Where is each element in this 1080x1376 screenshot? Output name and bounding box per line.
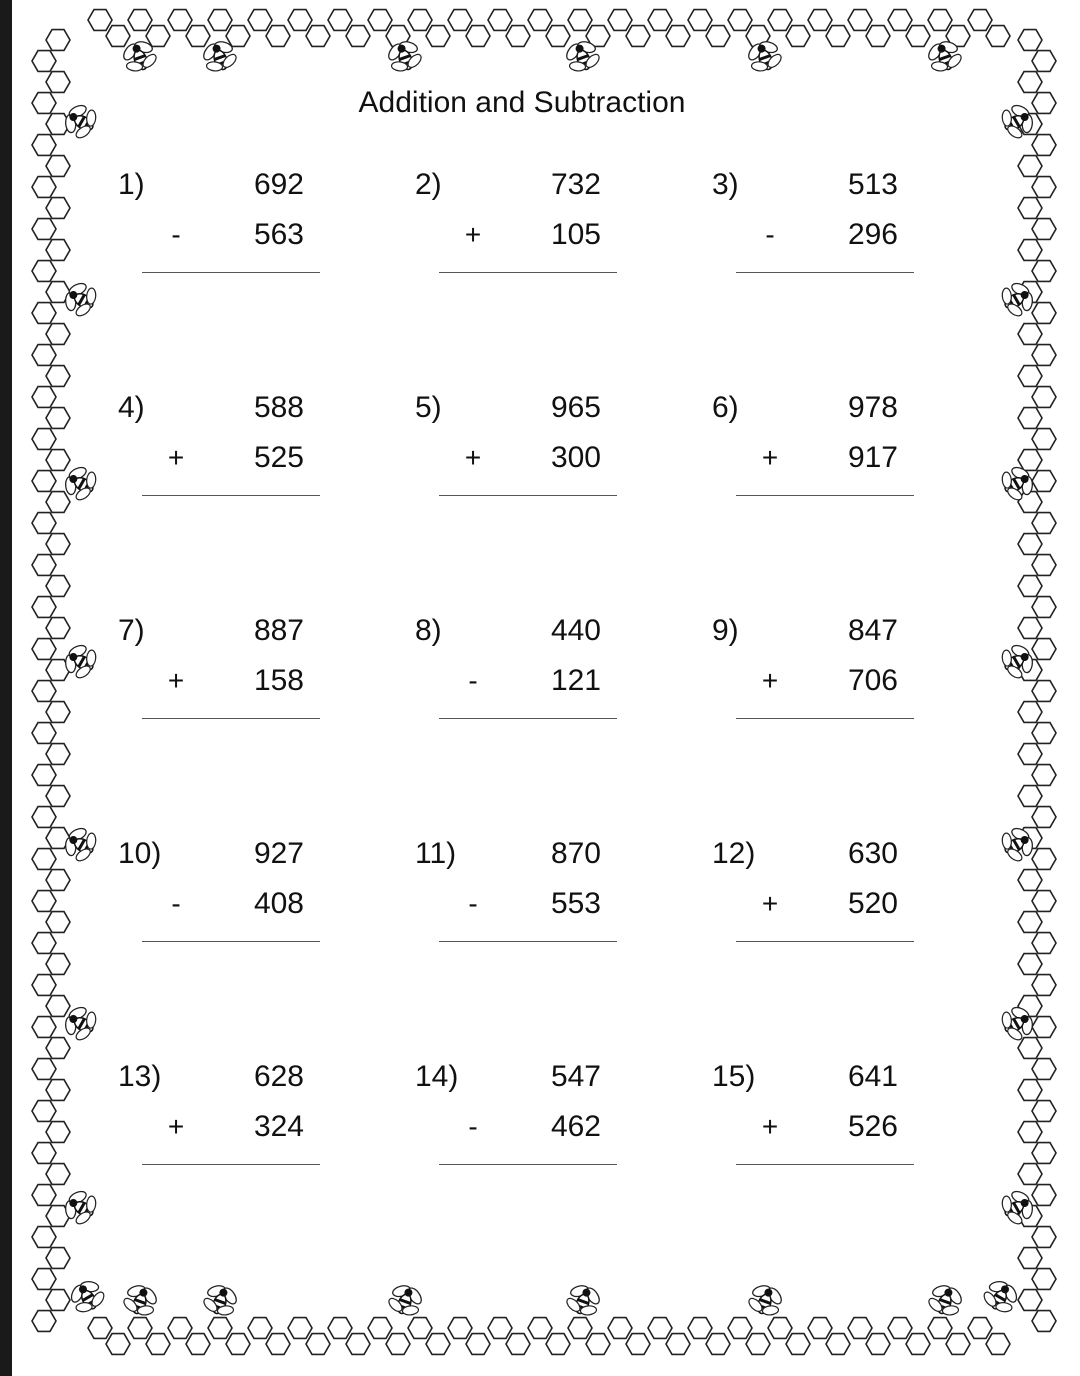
hexagon-cell <box>506 1334 530 1355</box>
answer-line <box>736 272 914 273</box>
hexagon-cell <box>706 26 730 47</box>
bottom-operand: 520 <box>847 887 898 920</box>
problem-number: 15) <box>712 1060 756 1093</box>
hexagon-cell <box>248 1318 272 1339</box>
hexagon-cell <box>968 10 992 31</box>
hexagon-cell <box>306 26 330 47</box>
hexagon-cell <box>1018 450 1042 471</box>
hexagon-cell <box>848 10 872 31</box>
hexagon-cell <box>688 10 712 31</box>
bottom-operand: 296 <box>847 218 898 251</box>
hexagon-cell <box>32 1185 56 1206</box>
hexagon-cell <box>46 534 70 555</box>
hexagon-cell <box>266 26 290 47</box>
hexagon-cell <box>32 597 56 618</box>
hexagon-cell <box>1018 576 1042 597</box>
hexagon-cell <box>408 10 432 31</box>
hexagon-cell <box>426 26 450 47</box>
hexagon-cell <box>746 1334 770 1355</box>
problem-number: 11) <box>415 837 457 870</box>
answer-line <box>736 495 914 496</box>
hexagon-cell <box>488 1318 512 1339</box>
hexagon-cell <box>1032 387 1056 408</box>
hexagon-cell <box>386 1334 410 1355</box>
hexagon-cell <box>1032 1269 1056 1290</box>
hexagon-cell <box>1018 1038 1042 1059</box>
hexagon-cell <box>186 26 210 47</box>
problem-13 <box>118 1060 318 1170</box>
hexagon-cell <box>426 1334 450 1355</box>
hexagon-cell <box>546 26 570 47</box>
hexagon-cell <box>46 1080 70 1101</box>
bee-icon <box>562 1279 605 1321</box>
hexagon-cell <box>1032 723 1056 744</box>
hexagon-cell <box>1032 555 1056 576</box>
hexagon-cell <box>106 1334 130 1355</box>
hexagon-cell <box>226 1334 250 1355</box>
hexagon-cell <box>32 1227 56 1248</box>
bottom-operand: 462 <box>550 1110 601 1143</box>
hexagon-cell <box>666 1334 690 1355</box>
hexagon-cell <box>1032 597 1056 618</box>
bottom-operand: 917 <box>847 441 898 474</box>
hexagon-cell <box>1032 345 1056 366</box>
hexagon-cell <box>1032 177 1056 198</box>
bottom-operand: 105 <box>550 218 601 251</box>
problem-14 <box>415 1060 615 1170</box>
hexagon-cell <box>466 26 490 47</box>
hexagon-cell <box>32 429 56 450</box>
hexagon-cell <box>32 51 56 72</box>
hexagon-cell <box>448 10 472 31</box>
hexagon-cell <box>568 1318 592 1339</box>
hexagon-cell <box>1032 1059 1056 1080</box>
hexagon-cell <box>1018 30 1042 51</box>
hexagon-cell <box>866 26 890 47</box>
problem-number: 14) <box>415 1060 459 1093</box>
top-operand: 847 <box>847 614 898 647</box>
hexagon-cell <box>1032 51 1056 72</box>
hexagon-cell <box>1018 870 1042 891</box>
bottom-operand: 300 <box>550 441 601 474</box>
problem-11 <box>415 837 615 947</box>
hexagon-cell <box>46 702 70 723</box>
bee-icon <box>744 1279 787 1321</box>
operator-sign: + <box>761 442 779 473</box>
bottom-operand: 526 <box>847 1110 898 1143</box>
top-operand: 870 <box>550 837 601 870</box>
hexagon-cell <box>32 303 56 324</box>
problem-number: 3) <box>712 168 739 201</box>
hexagon-cell <box>1018 1122 1042 1143</box>
hexagon-cell <box>546 1334 570 1355</box>
top-operand: 927 <box>253 837 304 870</box>
hexagon-cell <box>888 10 912 31</box>
hexagon-cell <box>506 26 530 47</box>
hexagon-cell <box>986 26 1010 47</box>
hexagon-cell <box>586 1334 610 1355</box>
problem-number: 12) <box>712 837 756 870</box>
hexagon-cell <box>1032 219 1056 240</box>
hexagon-cell <box>648 1318 672 1339</box>
top-operand: 547 <box>550 1060 601 1093</box>
top-operand: 513 <box>847 168 898 201</box>
hexagon-cell <box>46 450 70 471</box>
hexagon-cell <box>1032 1017 1056 1038</box>
hexagon-cell <box>928 10 952 31</box>
problem-number: 6) <box>712 391 739 424</box>
operator-sign: + <box>464 442 482 473</box>
hexagon-cell <box>706 1334 730 1355</box>
hexagon-cell <box>46 996 70 1017</box>
operator-sign: + <box>761 665 779 696</box>
hexagon-cell <box>928 1318 952 1339</box>
hexagon-cell <box>46 324 70 345</box>
operator-sign: - <box>468 1111 478 1142</box>
hexagon-cell <box>346 26 370 47</box>
hexagon-cell <box>1018 408 1042 429</box>
bottom-operand: 408 <box>253 887 304 920</box>
hexagon-cell <box>1018 534 1042 555</box>
hexagon-cell <box>46 1038 70 1059</box>
hexagon-cell <box>32 891 56 912</box>
hexagon-cell <box>32 219 56 240</box>
hexagon-cell <box>1032 639 1056 660</box>
hexagon-cell <box>306 1334 330 1355</box>
top-operand: 978 <box>847 391 898 424</box>
hexagon-cell <box>1032 933 1056 954</box>
hexagon-cell <box>608 10 632 31</box>
answer-line <box>439 941 617 942</box>
hexagon-cell <box>208 1318 232 1339</box>
hexagon-cell <box>1032 429 1056 450</box>
hexagon-cell <box>32 765 56 786</box>
problem-number: 13) <box>118 1060 162 1093</box>
hexagon-cell <box>768 10 792 31</box>
hexagon-cell <box>986 1334 1010 1355</box>
hexagon-cell <box>1018 744 1042 765</box>
hexagon-cell <box>946 1334 970 1355</box>
operator-sign: - <box>171 219 181 250</box>
hexagon-cell <box>1018 240 1042 261</box>
problem-number: 2) <box>415 168 442 201</box>
hexagon-cell <box>1032 891 1056 912</box>
operator-sign: + <box>167 665 185 696</box>
hexagon-cell <box>768 1318 792 1339</box>
hexagon-cell <box>608 1318 632 1339</box>
bee-icon <box>119 1279 162 1321</box>
answer-line <box>736 718 914 719</box>
problem-6 <box>712 391 912 501</box>
hexagon-cell <box>808 10 832 31</box>
hexagon-cell <box>466 1334 490 1355</box>
hexagon-cell <box>1032 1185 1056 1206</box>
operator-sign: - <box>468 888 478 919</box>
answer-line <box>736 1164 914 1165</box>
hexagon-cell <box>46 870 70 891</box>
hexagon-cell <box>32 1311 56 1332</box>
hexagon-cell <box>906 26 930 47</box>
hexagon-cell <box>528 1318 552 1339</box>
answer-line <box>439 272 617 273</box>
hexagon-cell <box>906 1334 930 1355</box>
hexagon-cell <box>288 1318 312 1339</box>
hexagon-cell <box>1032 261 1056 282</box>
hexagon-cell <box>528 10 552 31</box>
answer-line <box>439 495 617 496</box>
top-operand: 440 <box>550 614 601 647</box>
answer-line <box>142 718 320 719</box>
hexagon-cell <box>88 10 112 31</box>
bee-icon <box>64 1274 110 1319</box>
operator-sign: + <box>167 442 185 473</box>
bottom-operand: 525 <box>253 441 304 474</box>
hexagon-cell <box>266 1334 290 1355</box>
hexagon-cell <box>226 26 250 47</box>
hexagon-cell <box>46 576 70 597</box>
top-operand: 628 <box>253 1060 304 1093</box>
hexagon-cell <box>1018 198 1042 219</box>
problem-number: 5) <box>415 391 442 424</box>
hexagon-cell <box>626 26 650 47</box>
hexagon-cell <box>1032 1143 1056 1164</box>
hexagon-cell <box>368 10 392 31</box>
hexagon-cell <box>32 513 56 534</box>
operator-sign: + <box>167 1111 185 1142</box>
hexagon-cell <box>128 10 152 31</box>
hexagon-cell <box>826 26 850 47</box>
hexagon-cell <box>32 723 56 744</box>
hexagon-cell <box>32 387 56 408</box>
hexagon-cell <box>32 933 56 954</box>
hexagon-cell <box>368 1318 392 1339</box>
hexagon-cell <box>46 1290 70 1311</box>
hexagon-cell <box>808 1318 832 1339</box>
hexagon-cell <box>32 849 56 870</box>
bottom-operand: 563 <box>253 218 304 251</box>
problem-5 <box>415 391 615 501</box>
hexagon-cell <box>866 1334 890 1355</box>
top-operand: 641 <box>847 1060 898 1093</box>
hexagon-cell <box>786 1334 810 1355</box>
bee-icon <box>199 1279 242 1321</box>
hexagon-cell <box>1018 912 1042 933</box>
hexagon-cell <box>32 555 56 576</box>
problem-8 <box>415 614 615 724</box>
hexagon-cell <box>1018 954 1042 975</box>
operator-sign: + <box>761 1111 779 1142</box>
hexagon-cell <box>826 1334 850 1355</box>
hexagon-cell <box>848 1318 872 1339</box>
hexagon-cell <box>46 492 70 513</box>
hexagon-cell <box>1032 513 1056 534</box>
hexagon-cell <box>32 345 56 366</box>
hexagon-cell <box>88 1318 112 1339</box>
bottom-operand: 553 <box>550 887 601 920</box>
hexagon-cell <box>1018 324 1042 345</box>
hexagon-cell <box>248 10 272 31</box>
hexagon-cell <box>1018 1080 1042 1101</box>
hexagon-cell <box>32 1269 56 1290</box>
hexagon-cell <box>1032 1227 1056 1248</box>
hexagon-cell <box>46 156 70 177</box>
hexagon-cell <box>46 618 70 639</box>
operator-sign: + <box>464 219 482 250</box>
hexagon-cell <box>728 1318 752 1339</box>
bottom-operand: 324 <box>253 1110 304 1143</box>
problem-3 <box>712 168 912 278</box>
hexagon-cell <box>46 240 70 261</box>
hexagon-cell <box>346 1334 370 1355</box>
hexagon-cell <box>328 10 352 31</box>
hexagon-cell <box>1032 975 1056 996</box>
hexagon-cell <box>666 26 690 47</box>
hexagon-cell <box>46 1248 70 1269</box>
operator-sign: - <box>765 219 775 250</box>
hexagon-cell <box>106 26 130 47</box>
top-operand: 732 <box>550 168 601 201</box>
hexagon-cell <box>32 807 56 828</box>
problem-15 <box>712 1060 912 1170</box>
hexagon-cell <box>32 1059 56 1080</box>
bee-icon <box>384 1279 427 1321</box>
hexagon-cell <box>46 366 70 387</box>
hexagon-cell <box>1018 1290 1042 1311</box>
hexagon-cell <box>32 471 56 492</box>
hexagon-cell <box>32 975 56 996</box>
hexagon-cell <box>1032 303 1056 324</box>
hexagon-cell <box>168 1318 192 1339</box>
hexagon-cell <box>1032 681 1056 702</box>
problem-1 <box>118 168 318 278</box>
bottom-operand: 706 <box>847 664 898 697</box>
bottom-operand: 121 <box>550 664 601 697</box>
hexagon-cell <box>46 1164 70 1185</box>
hexagon-cell <box>648 10 672 31</box>
operator-sign: - <box>468 665 478 696</box>
hexagon-cell <box>32 639 56 660</box>
hexagon-cell <box>146 1334 170 1355</box>
problem-number: 4) <box>118 391 145 424</box>
answer-line <box>142 495 320 496</box>
problem-number: 7) <box>118 614 145 647</box>
worksheet-title: Addition and Subtraction <box>358 86 686 119</box>
hexagon-cell <box>46 1122 70 1143</box>
hexagon-cell <box>1032 1101 1056 1122</box>
hexagon-cell <box>1032 849 1056 870</box>
top-operand: 692 <box>253 168 304 201</box>
hexagon-cell <box>32 261 56 282</box>
hexagon-cell <box>448 1318 472 1339</box>
hexagon-cell <box>46 912 70 933</box>
problem-10 <box>118 837 318 947</box>
hexagon-cell <box>32 1143 56 1164</box>
problem-number: 10) <box>118 837 162 870</box>
hexagon-cell <box>1018 786 1042 807</box>
top-operand: 965 <box>550 391 601 424</box>
hexagon-cell <box>1018 702 1042 723</box>
hexagon-cell <box>168 10 192 31</box>
hexagon-cell <box>728 10 752 31</box>
hexagon-cell <box>1032 807 1056 828</box>
hexagon-cell <box>46 954 70 975</box>
hexagon-cell <box>32 1017 56 1038</box>
problem-12 <box>712 837 912 947</box>
hexagon-cell <box>288 10 312 31</box>
hexagon-cell <box>46 744 70 765</box>
hexagon-cell <box>888 1318 912 1339</box>
hexagon-cell <box>1018 366 1042 387</box>
hexagon-cell <box>568 10 592 31</box>
hexagon-cell <box>32 177 56 198</box>
hexagon-cell <box>46 198 70 219</box>
hexagon-cell <box>1018 618 1042 639</box>
hexagon-cell <box>128 1318 152 1339</box>
hexagon-cell <box>146 26 170 47</box>
problem-number: 9) <box>712 614 739 647</box>
hexagon-cell <box>208 10 232 31</box>
answer-line <box>142 941 320 942</box>
hexagon-cell <box>46 30 70 51</box>
hexagon-cell <box>46 786 70 807</box>
hexagon-cell <box>1032 135 1056 156</box>
hexagon-cell <box>32 135 56 156</box>
problem-9 <box>712 614 912 724</box>
hexagon-cell <box>328 1318 352 1339</box>
hexagon-cell <box>488 10 512 31</box>
problem-4 <box>118 391 318 501</box>
hexagon-cell <box>688 1318 712 1339</box>
bee-icon <box>978 1274 1024 1319</box>
top-operand: 588 <box>253 391 304 424</box>
hexagon-cell <box>1018 156 1042 177</box>
hexagon-cell <box>1018 1164 1042 1185</box>
top-operand: 630 <box>847 837 898 870</box>
hexagon-cell <box>1018 1248 1042 1269</box>
problem-number: 1) <box>118 168 145 201</box>
top-operand: 887 <box>253 614 304 647</box>
problem-number: 8) <box>415 614 442 647</box>
hexagon-cell <box>1032 765 1056 786</box>
hexagon-cell <box>46 408 70 429</box>
hexagon-cell <box>186 1334 210 1355</box>
operator-sign: + <box>761 888 779 919</box>
answer-line <box>439 718 617 719</box>
hexagon-cell <box>1032 1311 1056 1332</box>
problem-7 <box>118 614 318 724</box>
problem-2 <box>415 168 615 278</box>
bee-icon <box>924 1279 967 1321</box>
hexagon-cell <box>32 681 56 702</box>
hexagon-cell <box>1032 471 1056 492</box>
answer-line <box>142 1164 320 1165</box>
hexagon-cell <box>408 1318 432 1339</box>
answer-line <box>736 941 914 942</box>
hexagon-cell <box>786 26 810 47</box>
hexagon-cell <box>32 1101 56 1122</box>
hexagon-cell <box>626 1334 650 1355</box>
hexagon-cell <box>968 1318 992 1339</box>
answer-line <box>439 1164 617 1165</box>
bottom-operand: 158 <box>253 664 304 697</box>
operator-sign: - <box>171 888 181 919</box>
answer-line <box>142 272 320 273</box>
